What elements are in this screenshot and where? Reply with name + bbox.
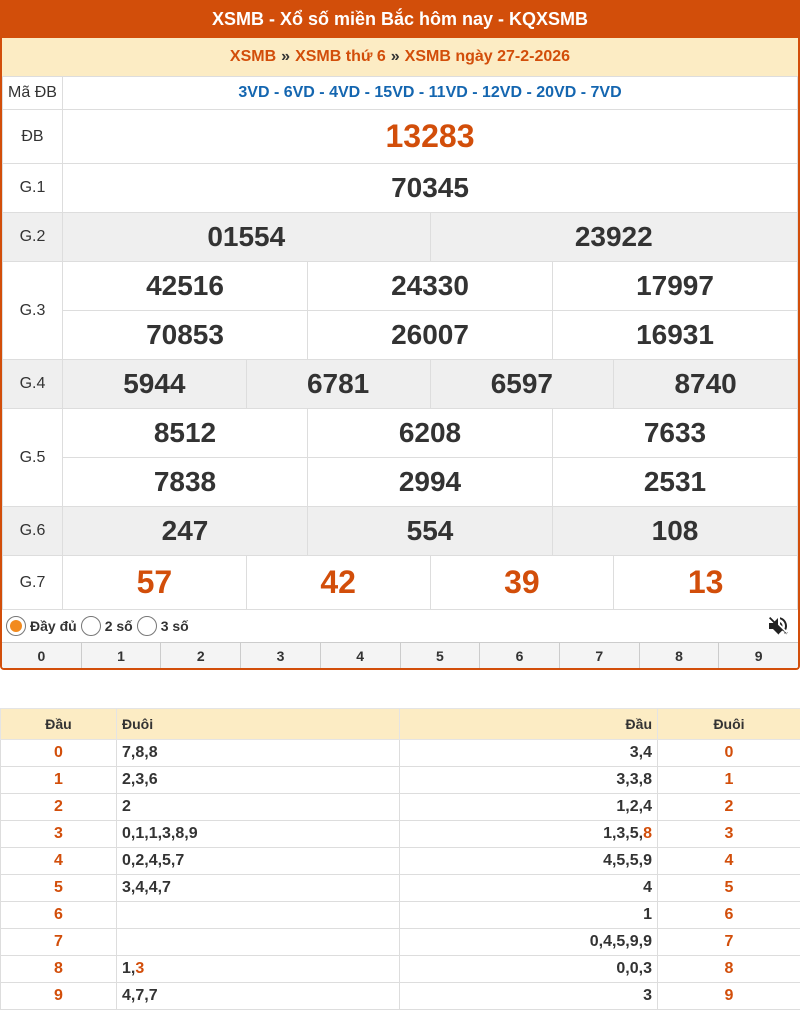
digit-filter-0[interactable]: 0: [2, 643, 82, 668]
radio-full-label: Đầy đủ: [30, 618, 77, 634]
table-row: [1, 983, 800, 1010]
radio-two-digits-label: 2 số: [104, 618, 133, 634]
tail-digits: 2,3,6: [117, 767, 400, 794]
tail-digits: 4,7,7: [117, 983, 400, 1010]
prize-4-number: 6781: [246, 360, 430, 409]
prize-1-label: G.1: [3, 164, 63, 213]
tail-digit: 0: [658, 740, 800, 767]
tail-digits: 3,4,4,7: [117, 875, 400, 902]
prize-2-label: G.2: [3, 213, 63, 262]
digit-filter-6[interactable]: 6: [480, 643, 560, 668]
head-digits: 4,5,5,9: [400, 848, 658, 875]
prize-5-number: 8512: [63, 409, 308, 458]
prize-4-number: 8740: [614, 360, 798, 409]
head-digit: 2: [1, 794, 117, 821]
digit-filter-1[interactable]: 1: [82, 643, 162, 668]
breadcrumb-xsmb-date[interactable]: XSMB ngày 27-2-2026: [404, 48, 571, 65]
madb-label: Mã ĐB: [3, 77, 63, 110]
head-digits: 3,4: [400, 740, 658, 767]
prize-5-number: 6208: [308, 409, 553, 458]
breadcrumb-xsmb-weekday[interactable]: XSMB thứ 6: [295, 48, 386, 65]
tail-digit: 9: [658, 983, 800, 1010]
head-digits: 3,3,8: [400, 767, 658, 794]
prize-7-number: 39: [430, 556, 614, 610]
prize-6-number: 554: [308, 507, 553, 556]
prize-7-number: 42: [246, 556, 430, 610]
radio-three-digits[interactable]: [137, 616, 189, 636]
volume-mute-icon[interactable]: [766, 614, 790, 638]
head-digits: [400, 821, 658, 848]
digit-filter-4[interactable]: 4: [321, 643, 401, 668]
table-row: [1, 956, 800, 983]
digit-filter-5[interactable]: 5: [401, 643, 481, 668]
table-row: [1, 740, 800, 767]
page-title: XSMB - Xổ số miền Bắc hôm nay - KQXSMB: [2, 0, 798, 38]
digit-filter-2[interactable]: 2: [161, 643, 241, 668]
tail-digit: 8: [658, 956, 800, 983]
results-table: [2, 76, 798, 610]
madb-codes: 3VD - 6VD - 4VD - 15VD - 11VD - 12VD - 20VD - 7VD: [63, 77, 798, 110]
table-row: [1, 848, 800, 875]
column-header-duoi: Đuôi: [658, 709, 800, 740]
loto-head-tail-table: [0, 708, 800, 1010]
prize-5-number: 2994: [308, 458, 553, 507]
breadcrumb-separator: »: [281, 48, 291, 65]
head-digits: 1,2,4: [400, 794, 658, 821]
prize-2-number: 01554: [63, 213, 431, 262]
prize-3-number: 70853: [63, 311, 308, 360]
radio-button[interactable]: [137, 616, 157, 636]
prize-4-number: 5944: [63, 360, 247, 409]
prize-2-number: 23922: [430, 213, 798, 262]
tail-digits: 0,1,1,3,8,9: [117, 821, 400, 848]
tail-digits: 0,2,4,5,7: [117, 848, 400, 875]
tail-digits: [117, 956, 400, 983]
head-digit: 9: [1, 983, 117, 1010]
prize-5-number: 7633: [553, 409, 798, 458]
tail-digit: 2: [658, 794, 800, 821]
tail-digits: [117, 902, 400, 929]
table-row: [1, 794, 800, 821]
prize-1-number: 70345: [63, 164, 798, 213]
radio-button[interactable]: [81, 616, 101, 636]
head-digit: 5: [1, 875, 117, 902]
head-digits: 0,0,3: [400, 956, 658, 983]
table-row: [1, 902, 800, 929]
table-row: [1, 875, 800, 902]
table-row: [1, 767, 800, 794]
head-digit: 7: [1, 929, 117, 956]
prize-5-number: 2531: [553, 458, 798, 507]
prize-3-number: 17997: [553, 262, 798, 311]
radio-three-digits-label: 3 số: [160, 618, 189, 634]
breadcrumb-xsmb[interactable]: XSMB: [229, 48, 277, 65]
prize-6-number: 247: [63, 507, 308, 556]
special-prize-number: 13283: [63, 110, 798, 164]
tail-digit: 4: [658, 848, 800, 875]
tail-digits: 7,8,8: [117, 740, 400, 767]
prize-5-number: 7838: [63, 458, 308, 507]
digit-filter-bar: [2, 642, 798, 668]
table-row: [1, 929, 800, 956]
prize-7-number: 57: [63, 556, 247, 610]
radio-two-digits[interactable]: [81, 616, 133, 636]
highlighted-digit: 8: [643, 825, 652, 842]
head-digits: 1: [400, 902, 658, 929]
tail-digit: 3: [658, 821, 800, 848]
tail-digit: 6: [658, 902, 800, 929]
highlighted-digit: 3: [135, 960, 145, 977]
tail-digit: 1: [658, 767, 800, 794]
radio-full[interactable]: [6, 616, 77, 636]
digit-filter-8[interactable]: 8: [640, 643, 720, 668]
prize-5-label: G.5: [3, 409, 63, 507]
display-mode-controls: [2, 610, 798, 642]
head-digits: 0,4,5,9,9: [400, 929, 658, 956]
column-header-dau: Đầu: [400, 709, 658, 740]
tail-digit: 7: [658, 929, 800, 956]
prize-7-number: 13: [614, 556, 798, 610]
head-digit: 6: [1, 902, 117, 929]
prize-6-label: G.6: [3, 507, 63, 556]
head-digit: 3: [1, 821, 117, 848]
radio-button-checked[interactable]: [6, 616, 26, 636]
prize-3-number: 26007: [308, 311, 553, 360]
prize-3-number: 24330: [308, 262, 553, 311]
head-digits-text: 1,3,5,: [603, 825, 644, 842]
tail-digits-text: 1,: [122, 960, 136, 977]
prize-3-number: 42516: [63, 262, 308, 311]
head-digit: 8: [1, 956, 117, 983]
head-digits: 4: [400, 875, 658, 902]
breadcrumb: [2, 38, 798, 76]
prize-6-number: 108: [553, 507, 798, 556]
column-header-duoi: Đuôi: [117, 709, 400, 740]
digit-filter-7[interactable]: 7: [560, 643, 640, 668]
special-prize-label: ĐB: [3, 110, 63, 164]
head-digit: 0: [1, 740, 117, 767]
head-digits: 3: [400, 983, 658, 1010]
prize-3-label: G.3: [3, 262, 63, 360]
tail-digit: 5: [658, 875, 800, 902]
tail-digits: [117, 929, 400, 956]
column-header-dau: Đầu: [1, 709, 117, 740]
digit-filter-9[interactable]: 9: [754, 647, 763, 664]
table-row: [1, 821, 800, 848]
digit-filter-3[interactable]: 3: [241, 643, 321, 668]
prize-4-label: G.4: [3, 360, 63, 409]
head-digit: 4: [1, 848, 117, 875]
prize-3-number: 16931: [553, 311, 798, 360]
head-digit: 1: [1, 767, 117, 794]
tail-digits: 2: [117, 794, 400, 821]
prize-7-label: G.7: [3, 556, 63, 610]
prize-4-number: 6597: [430, 360, 614, 409]
breadcrumb-separator: »: [390, 48, 400, 65]
